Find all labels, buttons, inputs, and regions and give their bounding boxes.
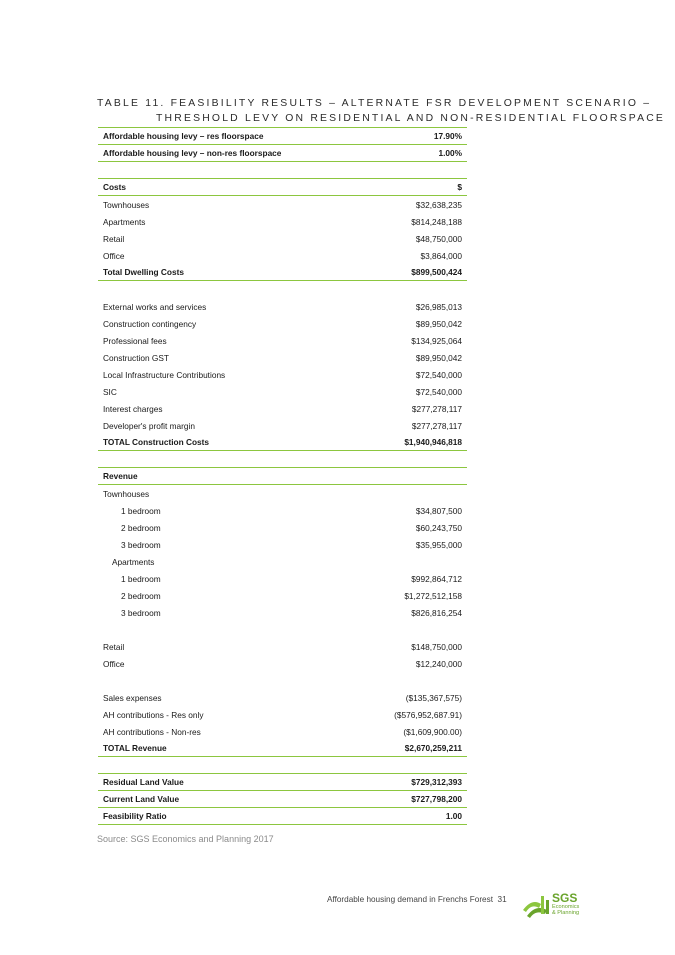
row-value: $1,940,946,818 [404, 437, 462, 447]
row-value: $899,500,424 [411, 267, 462, 277]
table-row [98, 145, 467, 162]
table-row [98, 604, 467, 621]
row-label: Apartments [112, 556, 155, 567]
row-label: Residual Land Value [103, 777, 184, 787]
table-row [98, 315, 467, 332]
row-value: $148,750,000 [411, 641, 462, 652]
row-label: TOTAL Construction Costs [103, 437, 210, 447]
row-value: 1.00% [438, 148, 462, 158]
row-value: $2,670,259,211 [404, 743, 462, 753]
costs-header-row [98, 179, 467, 196]
row-label: AH contributions - Res only [103, 709, 204, 720]
row-value: $89,950,042 [415, 352, 462, 363]
spacer-row [98, 281, 467, 298]
row-value: $12,240,000 [415, 658, 462, 669]
row-value: $826,816,254 [411, 607, 462, 618]
source-note: Source: SGS Economics and Planning 2017 [97, 834, 274, 844]
row-label: Office [103, 250, 125, 261]
row-label: Office [103, 658, 125, 669]
table-row [98, 349, 467, 366]
table-title [97, 96, 666, 126]
residual-land-value-row [98, 774, 467, 791]
row-label: Feasibility Ratio [103, 811, 167, 821]
spacer-row [98, 162, 467, 179]
row-value: $727,798,200 [411, 794, 462, 804]
table-title-line2: THRESHOLD LEVY ON RESIDENTIAL AND NON-RESIDENTIAL FLOORSPACE [156, 113, 666, 124]
spacer-row [98, 672, 467, 689]
current-land-value-row [98, 791, 467, 808]
table-row [98, 128, 467, 145]
row-label: TOTAL Revenue [103, 743, 167, 753]
table-row [98, 587, 467, 604]
row-label: 1 bedroom [121, 505, 161, 516]
row-value: $729,312,393 [411, 777, 462, 787]
logo-sub1: Economics [552, 904, 580, 910]
row-value: ($576,952,687.91) [394, 709, 462, 720]
row-label: 1 bedroom [121, 573, 161, 584]
revenue-header-row [98, 468, 467, 485]
row-label: 2 bedroom [121, 522, 161, 533]
table-row [98, 213, 467, 230]
row-label: Construction contingency [103, 318, 197, 329]
row-label: Retail [103, 233, 125, 244]
row-label: Developer's profit margin [103, 420, 195, 431]
footer-title: Affordable housing demand in Frenchs Forest [327, 895, 493, 904]
row-value: $277,278,117 [411, 420, 462, 431]
row-value: $3,864,000 [420, 250, 462, 261]
total-dwelling-row [98, 264, 467, 281]
row-value: $277,278,117 [411, 403, 462, 414]
row-label: SIC [103, 386, 117, 397]
table-row [98, 502, 467, 519]
logo-name: SGS [552, 891, 578, 905]
table-row [98, 519, 467, 536]
feasibility-table [98, 127, 467, 825]
row-value: $34,807,500 [415, 505, 462, 516]
row-value: $134,925,064 [411, 335, 462, 346]
spacer-row [98, 757, 467, 774]
spacer-row [98, 621, 467, 638]
table-row [98, 247, 467, 264]
row-label: Sales expenses [103, 692, 162, 703]
table-row [98, 298, 467, 315]
table-row [98, 230, 467, 247]
table-title-line1: TABLE 11. FEASIBILITY RESULTS – ALTERNATE FSR DEVELOPMENT SCENARIO – [97, 98, 652, 109]
row-label: Retail [103, 641, 125, 652]
total-revenue-row [98, 740, 467, 757]
row-value: ($135,367,575) [405, 692, 462, 703]
table-row [98, 366, 467, 383]
page-footer [327, 895, 507, 904]
page-number: 31 [497, 895, 507, 904]
row-label: Construction GST [103, 352, 169, 363]
table-row [98, 536, 467, 553]
logo-sub2: & Planning [552, 910, 580, 916]
spacer-row [98, 451, 467, 468]
total-construction-row [98, 434, 467, 451]
row-label: Apartments [103, 216, 146, 227]
table-row [98, 553, 467, 570]
row-label: 2 bedroom [121, 590, 161, 601]
row-label: Local Infrastructure Contributions [103, 369, 226, 380]
table-row [98, 638, 467, 655]
row-value: $60,243,750 [415, 522, 462, 533]
row-label: Professional fees [103, 335, 167, 346]
table-row [98, 383, 467, 400]
feasibility-ratio-row [98, 808, 467, 825]
table-row [98, 400, 467, 417]
row-value: 1.00 [445, 811, 462, 821]
row-value: ($1,609,900.00) [403, 726, 462, 737]
row-label: AH contributions - Non-res [103, 726, 201, 737]
row-value: $26,985,013 [415, 301, 462, 312]
row-label: External works and services [103, 301, 207, 312]
row-label: Interest charges [103, 403, 163, 414]
row-value: $814,248,188 [411, 216, 462, 227]
logo-subtitle [552, 904, 579, 916]
table-row [98, 655, 467, 672]
table-row [98, 689, 467, 706]
row-value: $48,750,000 [415, 233, 462, 244]
table-row [98, 332, 467, 349]
row-label: 3 bedroom [121, 607, 161, 618]
table-row [98, 723, 467, 740]
row-label: Current Land Value [103, 794, 180, 804]
row-label: Revenue [103, 471, 138, 481]
row-label: Costs [103, 182, 127, 192]
row-label: Total Dwelling Costs [103, 267, 184, 277]
row-value: 17.90% [433, 131, 462, 141]
row-value: $992,864,712 [411, 573, 462, 584]
row-value: $72,540,000 [415, 369, 462, 380]
row-label: Affordable housing levy – res floorspace [103, 131, 264, 141]
row-value: $32,638,235 [415, 199, 462, 210]
row-value: $1,272,512,158 [404, 590, 462, 601]
row-label: Townhouses [103, 199, 150, 210]
table-row [98, 417, 467, 434]
table-row [98, 485, 467, 502]
row-label: 3 bedroom [121, 539, 161, 550]
table-row [98, 570, 467, 587]
row-value: $ [457, 182, 462, 192]
row-value: $35,955,000 [415, 539, 462, 550]
row-value: $89,950,042 [415, 318, 462, 329]
table-row [98, 706, 467, 723]
row-label: Townhouses [103, 488, 150, 499]
row-value: $72,540,000 [415, 386, 462, 397]
row-label: Affordable housing levy – non-res floorspace [103, 148, 282, 158]
table-row [98, 196, 467, 213]
